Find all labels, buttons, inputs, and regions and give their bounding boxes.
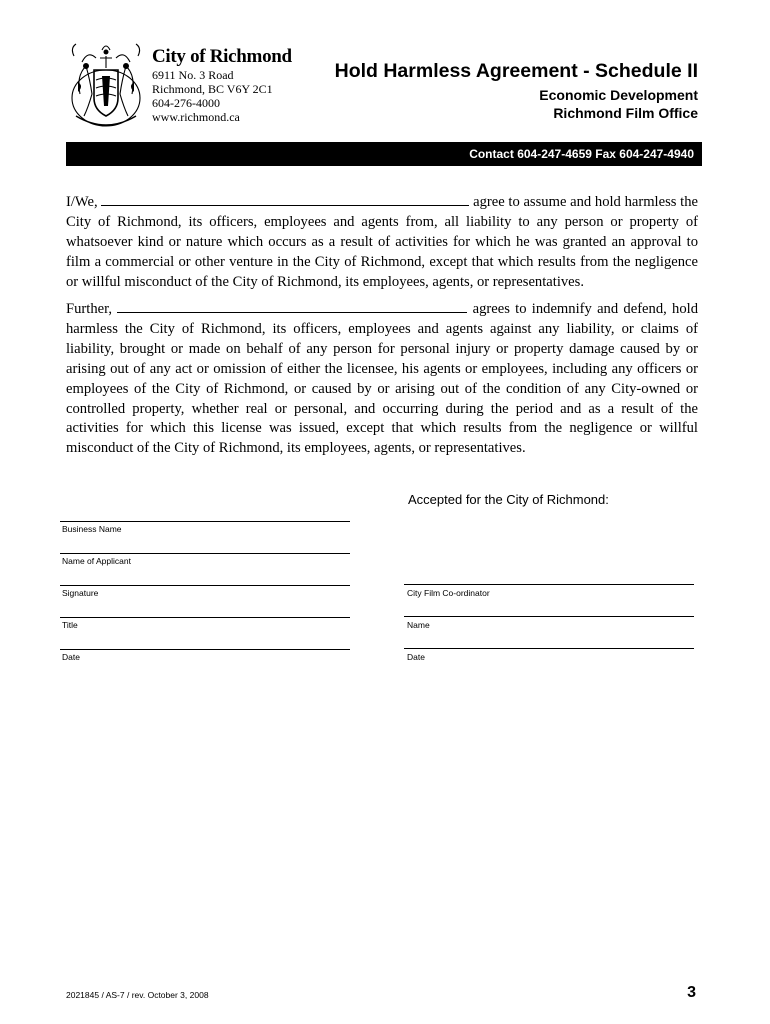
p2-lead: Further, xyxy=(66,301,113,317)
business-name-line[interactable] xyxy=(60,521,350,522)
org-address-block xyxy=(152,46,292,124)
address-phone: 604-276-4000 xyxy=(152,96,220,110)
paragraph-indemnify xyxy=(66,298,698,459)
city-crest-logo xyxy=(66,36,146,132)
coordinator-date-label: Date xyxy=(407,652,425,662)
contact-bar: Contact 604-247-4659 Fax 604-247-4940 xyxy=(66,142,702,166)
title-line[interactable] xyxy=(60,617,350,618)
title-label: Title xyxy=(62,620,78,630)
paragraph-hold-harmless xyxy=(66,191,698,293)
film-coordinator-line[interactable] xyxy=(404,584,694,585)
address-city: Richmond, BC V6Y 2C1 xyxy=(152,82,273,96)
signature-label: Signature xyxy=(62,588,99,598)
department-name: Economic Development xyxy=(539,87,698,103)
signature-line[interactable] xyxy=(60,585,350,586)
department-block xyxy=(539,86,698,122)
indemnifier-name-blank[interactable] xyxy=(117,298,467,313)
applicant-name-line[interactable] xyxy=(60,553,350,554)
org-name: City of Richmond xyxy=(152,46,292,67)
coordinator-name-line[interactable] xyxy=(404,616,694,617)
p2-text: agrees to indemnify and defend, hold harmless the City of Richmond, its officers, employees and agents against any liability, or claims of liability, brought or made on behalf of any person for personal injury or property damage caused by or arising out of any act or omission of either the licensee, his agents or employees, including any officers or employees of the City of Richmond, or caused by or arising out of the condition of any City-owned or controlled property, whether real or personal, and occurring during the period and as a result of the activities for which this license was issued, except that which results from the negligence or willful misconduct of the City of Richmond, its employees, agents, or representatives. xyxy=(66,301,698,457)
applicant-date-label: Date xyxy=(62,652,80,662)
applicant-name-label: Name of Applicant xyxy=(62,556,131,566)
address-website: www.richmond.ca xyxy=(152,110,240,124)
address-street: 6911 No. 3 Road xyxy=(152,68,234,82)
applicant-name-blank[interactable] xyxy=(101,191,469,206)
office-name: Richmond Film Office xyxy=(553,105,698,121)
p1-text: agree to assume and hold harmless the City of Richmond, its officers, employees and agents from, all liability to any person or property of whatsoever kind or nature which occurs as a result of activities for which he was granted an approval to film a commercial or other venture in the City of Richmond, except that which results from the negligence or willful misconduct of the City of Richmond, its employees, agents, or representatives. xyxy=(66,194,698,290)
form-code: 2021845 / AS-7 / rev. October 3, 2008 xyxy=(66,990,209,1000)
page-number: 3 xyxy=(687,984,696,1001)
business-name-label: Business Name xyxy=(62,524,122,534)
coordinator-date-line[interactable] xyxy=(404,648,694,649)
coordinator-name-label: Name xyxy=(407,620,430,630)
document-title: Hold Harmless Agreement - Schedule II xyxy=(334,60,698,82)
film-coordinator-label: City Film Co-ordinator xyxy=(407,588,490,598)
applicant-date-line[interactable] xyxy=(60,649,350,650)
accepted-label: Accepted for the City of Richmond: xyxy=(408,492,609,507)
p1-lead: I/We, xyxy=(66,194,98,210)
